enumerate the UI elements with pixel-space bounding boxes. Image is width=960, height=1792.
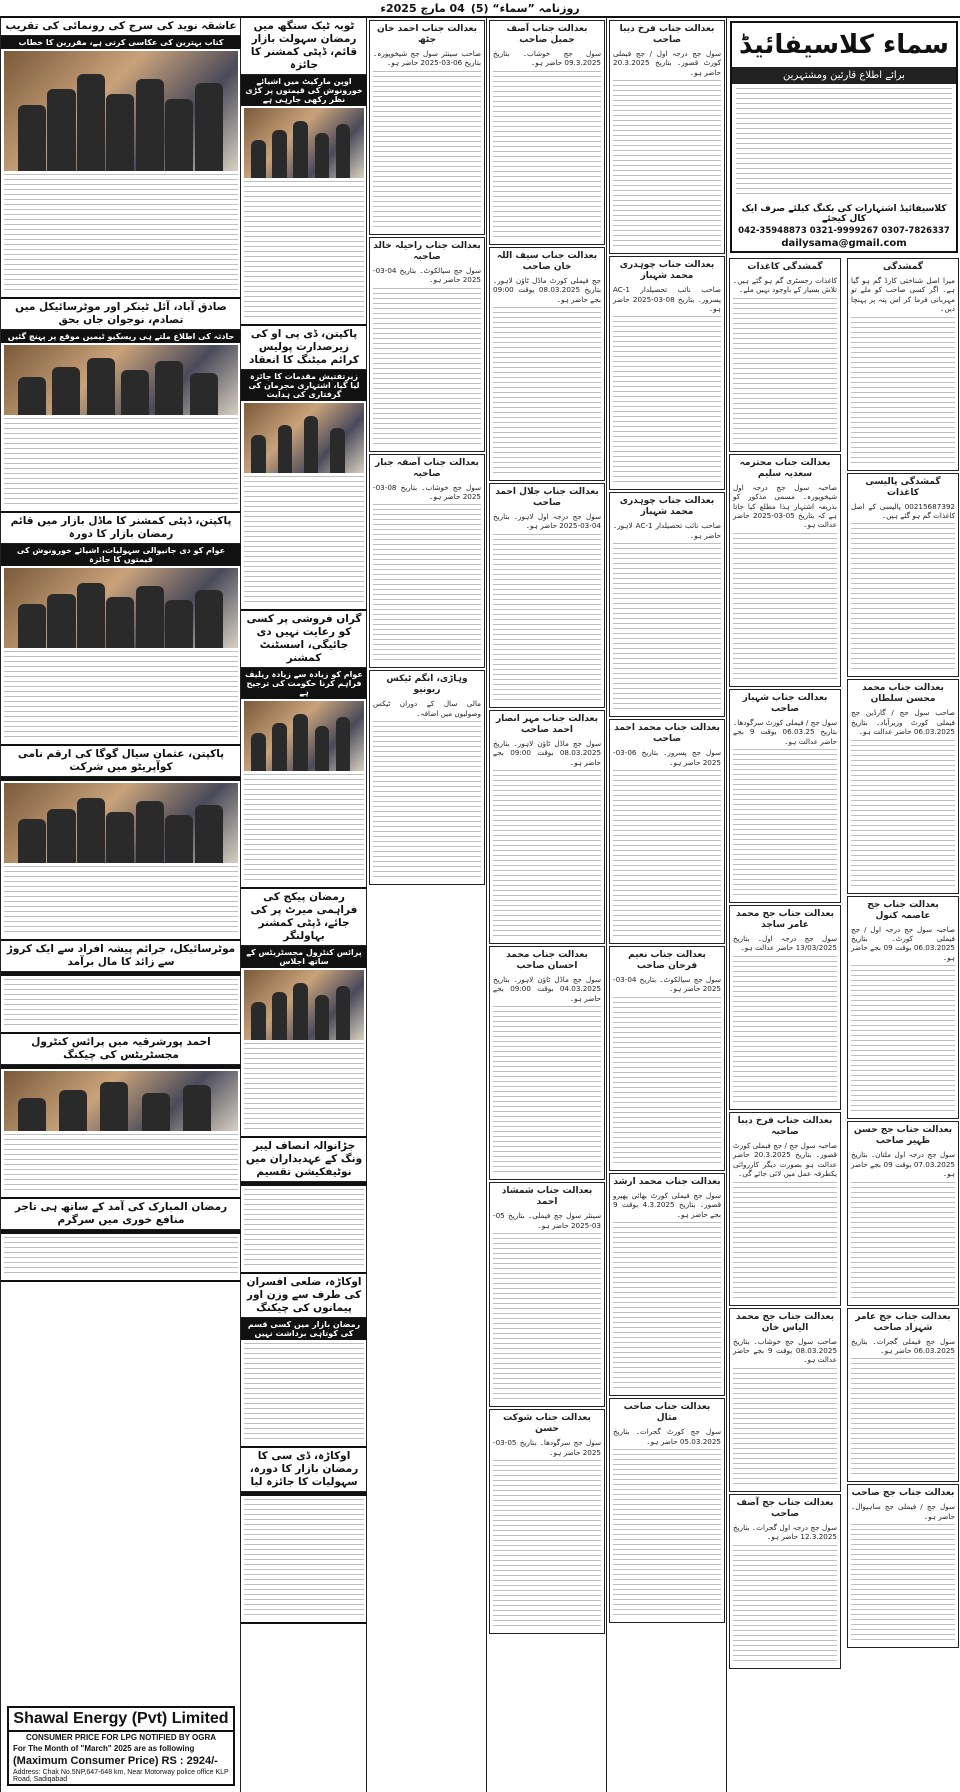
notice-title: بعدالت جناب فرخ دیبا صاحب xyxy=(619,24,715,45)
notice-body-lines xyxy=(851,965,955,1115)
notice-body: صاحبہ سول جج درجہ اول / جج فیملی کورٹ۔ بتاریخ 06.03.2025 بوقت 09 بجے حاضر ہو۔ xyxy=(851,924,955,962)
notice-body-lines xyxy=(733,749,837,899)
notice-body: سول جج / فیملی جج ساہیوال۔ حاضر ہو۔ xyxy=(851,1502,955,1521)
advert-line-ogra: CONSUMER PRICE FOR LPG NOTIFIED BY OGRA xyxy=(25,1733,217,1742)
lpg-price-advert xyxy=(7,1706,235,1786)
notice-title: بعدالت جناب نعیم فرحان صاحب xyxy=(628,950,706,972)
notice-title: بعدالت جناب محمد ارشد xyxy=(613,1176,721,1187)
photo-person xyxy=(272,723,286,771)
notice-body-lines xyxy=(613,1222,721,1392)
court-notice xyxy=(729,1112,841,1306)
notice-body-lines xyxy=(613,316,721,486)
photo-person xyxy=(251,733,265,772)
notice-body-lines xyxy=(493,1460,601,1630)
court-notice xyxy=(847,679,959,893)
court-notice xyxy=(729,689,841,903)
notice-title: بعدالت جناب فرخ دیبا صاحبہ xyxy=(737,1115,833,1137)
notice-title: بعدالت جناب جج حسن ظہیر صاحب xyxy=(853,1125,953,1147)
news-body-text xyxy=(4,1237,238,1277)
left-news-column xyxy=(0,18,241,1792)
news-subheadline: پرائس کنٹرول مجسٹریٹس کے ساتھ اجلاس xyxy=(241,946,367,968)
photo-person xyxy=(165,600,193,648)
advert-brand: Shawal Energy (Pvt) Limited xyxy=(9,1708,233,1732)
photo-person xyxy=(251,140,265,179)
news-photo xyxy=(244,108,364,178)
news-body-text xyxy=(4,651,238,741)
notice-body-lines xyxy=(851,317,955,467)
notices-column-e xyxy=(366,18,487,1792)
court-notice xyxy=(847,473,959,678)
news-body-text xyxy=(244,181,364,321)
news-subheadline: حادثہ کی اطلاع ملتے ہی ریسکیو ٹیمیں موقع پر پہنچ گئیں xyxy=(1,330,241,343)
notice-body: سول جج درجہ اول گجرات۔ بتاریخ 12.3.2025 حاضر ہو۔ xyxy=(733,1522,837,1542)
photo-person xyxy=(336,124,350,178)
news-story xyxy=(241,18,367,326)
notice-title: بعدالت جناب چوہدری محمد شہباز xyxy=(619,496,715,518)
notice-body-lines xyxy=(493,307,601,477)
news-story xyxy=(1,1034,241,1199)
notice-body: میرا اصل شناختی کارڈ گم ہو گیا ہے۔ اگر کسی صاحب کو ملے تو مہربانی فرما کر اس پتہ پر پہنچا دیں۔ xyxy=(851,276,955,314)
photo-person xyxy=(293,121,307,178)
notice-title: بعدالت جناب محمد احمد صاحب xyxy=(614,723,720,745)
news-body-text xyxy=(4,979,238,1029)
notice-body-lines xyxy=(493,1006,601,1176)
notice-body: سول جج درجہ اول ملتان۔ بتاریخ 07.03.2025 بوقت 09 بجے حاضر ہو۔ xyxy=(851,1150,955,1179)
news-headline: صادق آباد، آئل ٹینکر اور موٹرسائیکل میں تصادم، نوجوان جاں بحق xyxy=(1,299,241,330)
photo-person xyxy=(121,370,149,415)
news-headline: موٹرسائیکل، جرائم پیشہ افراد سے ایک کروڑ سے زائد کا مال برآمد xyxy=(1,941,241,972)
notice-title: بعدالت جناب محترمہ سعدیہ سلیم xyxy=(739,457,831,479)
news-story xyxy=(1,746,241,941)
news-story xyxy=(1,18,241,299)
court-notice xyxy=(609,1173,725,1396)
news-subheadline: زیرتفتیش مقدمات کا جائزہ لیا گیا، اشتہاری مجرمان کی گرفتاری کی ہدایت xyxy=(241,370,367,401)
notice-title: بعدالت جناب محمد محسن سلطان xyxy=(862,683,944,705)
notice-grid xyxy=(727,256,960,1671)
notice-body-lines xyxy=(613,80,721,250)
notice-title: بعدالت جناب صاحب مثال xyxy=(623,1402,711,1424)
photo-person xyxy=(315,995,329,1040)
court-notice xyxy=(847,1484,959,1648)
court-notice xyxy=(729,454,841,687)
notice-body-lines xyxy=(493,1233,601,1403)
notice-title: بعدالت جناب آصفہ جبار صاحبہ xyxy=(375,457,479,479)
photo-person xyxy=(251,435,265,474)
notice-body: سول جج درجہ اول۔ بتاریخ 13/03/2025 حاضر عدالت ہو۔ xyxy=(733,934,837,953)
news-photo xyxy=(4,783,238,863)
notice-body-lines xyxy=(493,71,601,241)
photo-person xyxy=(77,74,105,171)
classified-title: سماء کلاسیفائیڈ xyxy=(738,30,950,60)
notices-column-d xyxy=(486,18,607,1792)
news-headline: پاکپتن، عثمان سیال گوگا کی ارقم نامی کوآپریٹو میں شرکت xyxy=(1,746,241,777)
news-subheadline xyxy=(1,1230,241,1234)
photo-person xyxy=(136,79,164,171)
notice-body-lines xyxy=(851,523,955,673)
notice-title: بعدالت جناب محمد احسان صاحب xyxy=(506,950,588,972)
news-column xyxy=(240,18,367,1792)
news-headline: اوکاڑہ، ڈی سی کا رمضان بازار کا دورہ، سہولیات کا جائزہ لیا xyxy=(241,1448,367,1492)
notice-body-lines xyxy=(373,288,481,448)
photo-person xyxy=(106,94,134,171)
photo-person xyxy=(293,714,307,771)
notice-body: صاحبہ سول جج / جج فیملی کورٹ قصور۔ بتاریخ 20.3.2025 حاضر عدالت ہو بصورت دیگر کارروائی یکطرفہ عمل میں لائی جائے گی۔ xyxy=(733,1140,837,1179)
photo-person xyxy=(77,583,105,648)
news-headline: رمضان المبارک کی آمد کے ساتھ ہی تاجر منافع خوری میں سرگرم xyxy=(1,1199,241,1230)
notice-body: مالی سال کے دوران ٹیکس وصولیوں میں اضافہ۔ xyxy=(373,699,481,718)
news-photo xyxy=(244,701,364,771)
notice-title: بعدالت جناب راحیلہ خالد صاحبہ xyxy=(373,240,481,262)
notice-title: وہاڑی، انگم ٹیکس ریونیو xyxy=(386,674,468,696)
news-subheadline xyxy=(241,1492,367,1496)
notice-body: صاحب نائب تحصیلدار AC-1 لاہور۔ حاضر ہو۔ xyxy=(613,521,721,540)
photo-person xyxy=(330,428,344,473)
notice-body-lines xyxy=(613,997,721,1167)
notice-body: سول جج فیملی گجرات۔ بتاریخ 06.03.2025 حاضر ہو۔ xyxy=(851,1336,955,1355)
news-photo xyxy=(4,51,238,171)
news-photo xyxy=(4,1071,238,1131)
notice-body: جج فیملی کورٹ ماڈل ٹاؤن لاہور۔ بتاریخ 08.03.2025 بوقت 09:00 بجے حاضر ہو۔ xyxy=(493,275,601,304)
news-headline: عاشقہ نوید کی سرج کی رونمائی کی تقریب xyxy=(1,18,241,36)
news-body-text xyxy=(244,476,364,606)
notice-title: بعدالت جناب مہر انصار احمد صاحب xyxy=(496,713,598,735)
notice-body-lines xyxy=(851,1524,955,1644)
news-body-text xyxy=(244,774,364,884)
news-body-text xyxy=(4,1134,238,1194)
notice-body-lines xyxy=(373,504,481,664)
notice-title: بعدالت جناب شہباز صاحب xyxy=(742,692,828,714)
notice-body: کاغذات رجسٹری گم ہو گئے ہیں۔ تلاش بسیار کے باوجود نہیں ملے۔ xyxy=(733,276,837,295)
photo-person xyxy=(18,377,46,416)
news-body-text xyxy=(244,1499,364,1619)
notice-title: بعدالت جناب آصف جمیل صاحب xyxy=(506,24,588,45)
news-subheadline: عوام کو دی جانیوالی سہولیات، اشیائے خورونوش کی قیمتوں کا جائزہ xyxy=(1,544,241,566)
notice-body: 00215687392 پالیسی کے اصل کاغذات گم ہو گئے ہیں۔ xyxy=(851,501,955,521)
photo-person xyxy=(18,1098,46,1131)
notice-body-lines xyxy=(851,1182,955,1302)
classified-phones: 042-35948873 0321-9999267 0307-7826337 xyxy=(738,226,950,236)
notice-body-lines xyxy=(733,956,837,1106)
notice-title: بعدالت جناب جج صاحب xyxy=(851,1488,955,1499)
news-headline: جڑانوالہ انصاف لیبر ونگ کے عہدیداران میں نوٹیفکیشن تقسیم xyxy=(241,1138,367,1182)
court-notice xyxy=(847,1121,959,1305)
court-notice xyxy=(609,256,725,490)
court-notice xyxy=(609,492,725,717)
news-subheadline xyxy=(241,1182,367,1186)
paper-name: روزنامہ ”سماء“ (5) xyxy=(470,1,580,15)
classified-column xyxy=(726,18,960,1792)
notice-body-lines xyxy=(373,71,481,231)
news-subheadline xyxy=(1,972,241,976)
court-notice xyxy=(369,20,485,235)
news-subheadline: کتاب بہترین کی عکاسی کرتی ہے، مقررین کا خطاب xyxy=(1,36,241,49)
classified-rules-text xyxy=(736,88,952,198)
photo-person xyxy=(18,819,46,863)
notice-title: بعدالت جناب جج آصف صاحب xyxy=(736,1497,834,1519)
notice-body: سول جج / فیملی کورٹ سرگودھا۔ بتاریخ 06.03.25 بوقت 9 بجے حاضر عدالت ہو۔ xyxy=(733,717,837,746)
court-notice xyxy=(609,946,725,1171)
classified-tagline: برائے اطلاع قارئین ومشتہرین xyxy=(732,67,956,84)
court-notice xyxy=(489,483,605,708)
notice-body-lines xyxy=(733,298,837,448)
news-story xyxy=(241,611,367,889)
photo-person xyxy=(18,105,46,171)
news-headline: اوکاڑہ، ضلعی افسران کی طرف سے وزن اور پیمانوں کی چیکنگ xyxy=(241,1274,367,1318)
notice-body-lines xyxy=(733,1182,837,1302)
notice-title: بعدالت جناب جج محمد الیاس خان xyxy=(736,1311,834,1333)
news-body-text xyxy=(244,1189,364,1269)
photo-person xyxy=(251,1002,265,1041)
photo-person xyxy=(165,99,193,171)
news-story xyxy=(1,941,241,1034)
classified-contact: کلاسیفائیڈ اشتہارات کی بکنگ کیلئے صرف ایک کال کیجئے xyxy=(741,204,947,224)
news-story xyxy=(241,1138,367,1274)
notice-body: سینئر سول جج فیملی۔ بتاریخ 05-03-2025 حاضر ہو۔ xyxy=(493,1211,601,1230)
court-notice xyxy=(489,946,605,1180)
notice-body: سول جج کورٹ گجرات۔ بتاریخ 05.03.2025 حاضر ہو۔ xyxy=(613,1427,721,1446)
notice-title: بعدالت جناب احمد خان جٹھ xyxy=(377,24,477,45)
news-story xyxy=(241,326,367,611)
notice-title: بعدالت جناب جج عامر شہزاد صاحب xyxy=(855,1311,951,1333)
news-photo xyxy=(4,568,238,648)
notice-body: سول جج درجہ اول لاہور۔ بتاریخ 04-03-2025 حاضر ہو۔ xyxy=(493,512,601,531)
photo-person xyxy=(52,367,80,415)
photo-person xyxy=(195,83,223,171)
photo-person xyxy=(315,726,329,771)
notice-body: صاحب سینئر سول جج شیخوپورہ۔ بتاریخ 06-03-2025 حاضر ہو۔ xyxy=(373,49,481,68)
photo-person xyxy=(190,373,218,415)
news-photo xyxy=(244,970,364,1040)
advert-price: (Maximum Consumer Price) RS : 2924/- xyxy=(13,1755,218,1767)
news-subheadline: رمضان بازار میں کسی قسم کی کوتاہی برداشت نہیں xyxy=(241,1318,367,1340)
court-notice xyxy=(369,454,485,669)
notice-body-lines xyxy=(851,740,955,890)
news-story xyxy=(241,889,367,1138)
notice-body-lines xyxy=(613,543,721,713)
notice-body-lines xyxy=(493,534,601,704)
advert-address: Address: Chak No.5NP,647-648 km, Near Motorway police office KLP Road, Sadiqabad xyxy=(13,1769,229,1783)
court-notice xyxy=(369,237,485,452)
news-body-text xyxy=(4,418,238,508)
photo-person xyxy=(272,992,286,1040)
news-headline: احمد پورشرقیہ میں پرائس کنٹرول مجسٹریٹس کی چیکنگ xyxy=(1,1034,241,1065)
notice-body: سول جج سرگودھا۔ بتاریخ 05-03-2025 حاضر ہو۔ xyxy=(493,1438,601,1457)
notice-title: بعدالت جناب شمشاد احمد xyxy=(501,1186,593,1208)
notice-title: بعدالت جناب جلال احمد صاحب xyxy=(495,487,599,509)
court-notice xyxy=(847,258,959,471)
news-story xyxy=(1,513,241,746)
news-body-text xyxy=(244,1043,364,1133)
news-headline: پاکپتن، ڈی پی او کی زیرصدارت پولیس کرائم میٹنگ کا انعقاد xyxy=(241,326,367,370)
photo-person xyxy=(136,801,164,863)
news-subheadline xyxy=(1,777,241,781)
court-notice xyxy=(489,247,605,481)
court-notice xyxy=(369,670,485,885)
notice-body-lines xyxy=(733,1368,837,1488)
news-story xyxy=(241,1448,367,1624)
photo-person xyxy=(47,89,75,171)
court-notice xyxy=(847,1308,959,1483)
news-headline: ٹوبہ ٹیک سنگھ میں رمضان سہولت بازار قائم، ڈپٹی کمشنر کا جائزہ xyxy=(241,18,367,75)
news-story xyxy=(1,299,241,513)
notice-body-lines xyxy=(493,770,601,940)
photo-person xyxy=(293,983,307,1040)
photo-person xyxy=(336,986,350,1040)
court-notice xyxy=(729,905,841,1110)
notice-body: سول جج فیملی کورٹ بھائی پھیرو قصور۔ بتاریخ 4.3.2025 بوقت 9 بجے حاضر ہو۔ xyxy=(613,1190,722,1219)
court-notice xyxy=(609,719,725,944)
news-body-text xyxy=(244,1343,364,1443)
notices-column-c xyxy=(606,18,727,1792)
page-header xyxy=(0,0,960,18)
court-notice xyxy=(847,896,959,1120)
news-subheadline: عوام کو زیادہ سے زیادہ ریلیف فراہم کرنا حکومت کی ترجیح ہے xyxy=(241,668,367,699)
news-photo xyxy=(4,345,238,415)
classified-email: dailysama@gmail.com xyxy=(781,238,907,249)
news-subheadline: اوپن مارکیٹ میں اشیائے خورونوش کی قیمتوں پر کڑی نظر رکھی جارہی ہے xyxy=(241,75,367,106)
photo-person xyxy=(136,586,164,648)
notice-body: صاحب سول جج / گارڈین جج فیملی کورٹ وزیرآباد۔ بتاریخ 06.03.2025 حاضر عدالت ہو۔ xyxy=(851,708,955,737)
notice-body: سول جج سیالکوٹ۔ بتاریخ 04-03-2025 حاضر ہو۔ xyxy=(613,975,721,994)
notice-body-lines xyxy=(613,1449,721,1619)
photo-person xyxy=(142,1093,170,1131)
news-photo xyxy=(244,403,364,473)
photo-person xyxy=(195,590,223,648)
photo-person xyxy=(195,805,223,863)
photo-person xyxy=(183,1085,211,1131)
notice-title: گمشدگی کاغذات xyxy=(747,262,823,272)
photo-person xyxy=(77,798,105,863)
photo-person xyxy=(87,358,115,415)
advert-line-month: For The Month of "March" 2025 are as following xyxy=(13,1744,195,1753)
notice-title: بعدالت جناب جج محمد عامر ساجد xyxy=(736,909,834,931)
notice-subcol-left xyxy=(727,256,843,1671)
photo-person xyxy=(59,1090,87,1131)
photo-person xyxy=(336,717,350,771)
notice-title: بعدالت جناب چوہدری محمد شہباز xyxy=(619,260,715,282)
court-notice xyxy=(489,1409,605,1634)
photo-person xyxy=(18,604,46,648)
paper-date: 04 مارچ 2025ء xyxy=(380,1,465,15)
notice-title: گمشدگی xyxy=(883,262,923,272)
news-headline: گراں فروشی پر کسی کو رعایت نہیں دی جائیگی، اسسٹنٹ کمشنر xyxy=(241,611,367,668)
notice-body-lines xyxy=(733,533,837,683)
left-news-list xyxy=(1,18,241,1282)
news-story xyxy=(1,1199,241,1282)
court-notice xyxy=(729,1308,841,1492)
news-headline: پاکپتن، ڈپٹی کمشنر کا ماڈل بازار میں قائم رمضان بازار کا دورہ xyxy=(1,513,241,544)
notice-body: سول جج ماڈل ٹاؤن لاہور۔ بتاریخ 04.03.2025 بوقت 09:00 بجے حاضر ہو۔ xyxy=(493,975,602,1003)
photo-person xyxy=(278,425,292,473)
notice-body-lines xyxy=(373,721,481,881)
notice-body-lines xyxy=(851,1358,955,1478)
notice-body: صاحبہ سول جج درجہ اول شیخوپورہ۔ مسمی مذکور کو بذریعہ اشتہار ہذا مطلع کیا جاتا ہے کہ بتاریخ 05-03-2025 حاضر عدالت ہو۔ xyxy=(733,482,837,530)
photo-person xyxy=(47,594,75,648)
notice-body-lines xyxy=(733,1545,837,1665)
notice-title: بعدالت جناب سیف اللہ خان صاحب xyxy=(496,250,598,272)
photo-person xyxy=(47,809,75,863)
court-notice xyxy=(609,1398,725,1623)
news-story xyxy=(241,1274,367,1448)
notice-body: سول جج خوشاب۔ بتاریخ 08-03-2025 حاضر ہو۔ xyxy=(373,482,481,502)
court-notice xyxy=(609,20,725,254)
court-notice xyxy=(729,258,841,452)
photo-person xyxy=(106,812,134,863)
notice-body-lines xyxy=(613,770,721,940)
notice-body: سول جج درجہ اول / جج فیملی کورٹ قصور۔ بتاریخ 20.3.2025 حاضر ہو۔ xyxy=(613,49,721,77)
news-subheadline xyxy=(1,1065,241,1069)
court-notice xyxy=(489,20,605,245)
notice-body: صاحب سول جج خوشاب۔ بتاریخ 08.03.2025 بوقت 9 بجے حاضر عدالت ہو۔ xyxy=(733,1336,838,1365)
classified-masthead xyxy=(730,21,958,253)
photo-person xyxy=(100,1082,128,1131)
photo-person xyxy=(315,133,329,178)
news-body-text xyxy=(4,174,238,294)
photo-person xyxy=(165,815,193,863)
notice-body: سول جج سیالکوٹ۔ بتاریخ 04-03-2025 حاضر ہو۔ xyxy=(373,265,481,285)
notice-title: بعدالت جناب جج عاصمہ کنول xyxy=(867,899,939,921)
photo-person xyxy=(155,361,183,415)
photo-person xyxy=(272,130,286,178)
notice-title: بعدالت جناب شوکت حسن xyxy=(503,1413,591,1435)
court-notice xyxy=(489,1182,605,1407)
notice-body: سول جج ماڈل ٹاؤن لاہور۔ بتاریخ 08.03.2025 بوقت 09:00 بجے حاضر ہو۔ xyxy=(493,738,602,767)
photo-person xyxy=(304,416,318,473)
notice-body: سول جج پسرور۔ بتاریخ 06-03-2025 حاضر ہو۔ xyxy=(613,748,721,767)
news-body-text xyxy=(4,866,238,936)
court-notice xyxy=(489,710,605,944)
court-notice xyxy=(729,1494,841,1669)
news-headline: رمضان پیکج کی فراہمی میرٹ پر کی جائے، ڈپٹی کمشنر بہاولنگر xyxy=(241,889,367,946)
notice-body: صاحب نائب تحصیلدار AC-1 پسرور۔ بتاریخ 08-03-2025 حاضر ہو۔ xyxy=(613,285,721,314)
notice-title: گمشدگی پالیسی کاغذات xyxy=(865,476,941,498)
notice-subcol-right xyxy=(845,256,960,1671)
photo-person xyxy=(106,597,134,648)
notice-body: سول جج خوشاب۔ بتاریخ 09.3.2025 حاضر ہو۔ xyxy=(493,49,601,68)
